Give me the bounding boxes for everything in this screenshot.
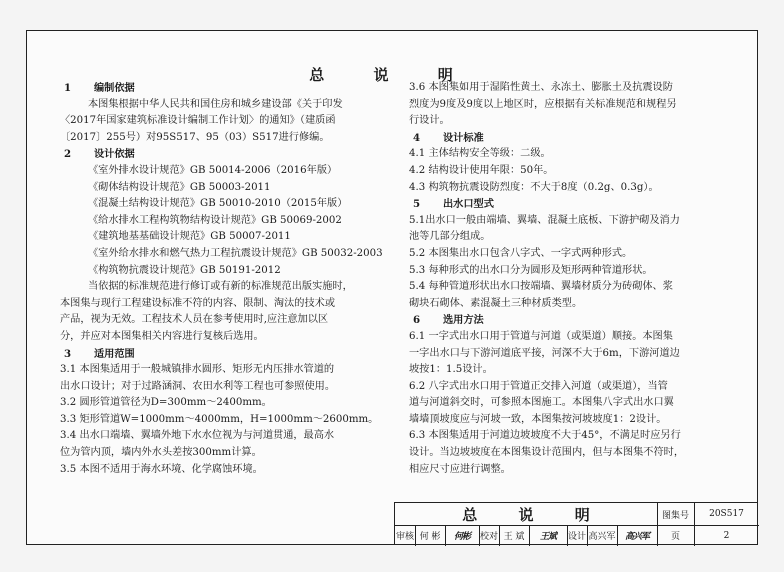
section-title: 设计标准 (443, 131, 484, 144)
section-title: 适用范围 (94, 347, 135, 360)
design-label: 设计 (567, 532, 586, 542)
section-number: 4 (413, 131, 421, 144)
text-line: 6.1 一字式出水口用于管道与河道（或渠道）顺接。本图集 (409, 330, 673, 342)
text-line: 〈2017年国家建筑标准设计编制工作计划〉的通知》（建质函 (60, 115, 336, 127)
text-line: 5.2 本图集出水口包含八字式、一字式两种形式。 (409, 247, 633, 259)
text-line: 坡按1：1.5设计。 (409, 364, 493, 376)
checker-signature: 王斌 (539, 532, 556, 542)
text-line: 分，并应对本图集相关内容进行复核后选用。 (60, 330, 264, 342)
text-line: 烈度为9度及9度以上地区时，应根据有关标准规范和规程另 (409, 98, 677, 110)
text-line: 池等几部分组成。 (409, 231, 491, 243)
text-line: 5.1出水口一般由端墙、翼墙、混凝土底板、下游护砌及消力 (409, 214, 680, 226)
text-line: 3.2 圆形管道管径为D=300mm～2400mm。 (60, 397, 272, 409)
section-number: 1 (64, 82, 72, 94)
left-column (60, 80, 395, 478)
designer-name: 高兴军 (588, 532, 616, 542)
text-line: 3.3 矩形管道W=1000mm～4000mm，H=1000mm～2600mm。 (60, 413, 379, 425)
text-line: 墙墙顶坡度应与河坡一致，本图集按河坡坡度1：2设计。 (409, 413, 667, 425)
text-line: 《混凝土结构设计规范》GB 50010-2010（2015年版） (88, 198, 348, 210)
text-line: 3.6 本图集如用于湿陷性黄土、永冻土、膨胀土及抗震设防 (409, 82, 673, 93)
right-column (409, 80, 743, 478)
text-line: 产品，视为无效。工程技术人员在参考使用时,应注意加以区 (60, 314, 329, 326)
text-line: 6.3 本图集适用于河道边坡坡度不大于45°，不满足时应另行 (409, 430, 681, 442)
text-line: 4.1 主体结构安全等级：二级。 (409, 148, 551, 160)
section-title: 出水口型式 (443, 198, 494, 211)
text-line: 4.2 结构设计使用年限：50年。 (409, 164, 554, 176)
section-number: 3 (64, 347, 72, 360)
reviewer-signature: 何彬 (453, 532, 470, 542)
section-title: 选用方法 (443, 314, 484, 327)
checker-name: 王 斌 (503, 532, 525, 542)
section-heading (60, 80, 395, 97)
page-label: 页 (670, 532, 680, 542)
section-heading (60, 346, 395, 363)
text-line: 《室外给水排水和燃气热力工程抗震设计规范》GB 50032-2003 (88, 247, 383, 259)
section-number: 6 (413, 314, 421, 327)
text-line: 道与河道斜交时，可参照本图施工。本图集八字式出水口翼 (409, 397, 674, 409)
page-number: 2 (723, 530, 730, 541)
section-number: 2 (64, 148, 72, 161)
text-line: 《室外排水设计规范》GB 50014-2006（2016年版） (88, 164, 338, 176)
text-line: 《给水排水工程构筑物结构设计规范》GB 50069-2002 (88, 214, 342, 226)
text-line: 设计。当边坡坡度在本图集设计范围内，但与本图集不符时， (409, 447, 685, 459)
designer-signature: 高兴军 (624, 532, 649, 542)
section-title: 设计依据 (94, 148, 135, 161)
text-line: 行设计。 (409, 115, 450, 127)
section-number: 5 (413, 198, 421, 211)
title-block-name: 总 说 明 (462, 505, 608, 524)
text-line: 出水口设计；对于过路涵洞、农田水利等工程也可参照使用。 (60, 380, 336, 392)
section-title: 编制依据 (94, 82, 135, 94)
text-line: 3.5 本图不适用于海水环境、化学腐蚀环境。 (60, 463, 263, 475)
text-line: 〔2017〕255号）对95S517、95（03）S517进行修编。 (60, 131, 330, 143)
check-label: 校对 (479, 532, 498, 542)
text-line: 《构筑物抗震设计规范》GB 50191-2012 (88, 264, 281, 276)
title-block (394, 502, 758, 545)
text-line: 本图集根据中华人民共和国住房和城乡建设部《关于印发 (88, 98, 343, 110)
section-heading (409, 312, 743, 329)
review-label: 审核 (395, 532, 414, 542)
text-line: 一字出水口与下游河道底平接，河深不大于6m，下游河道边 (409, 347, 680, 359)
text-line: 3.4 出水口端墙、翼墙外地下水水位视为与河道贯通，最高水 (60, 430, 335, 442)
section-heading (409, 130, 743, 147)
section-heading (409, 196, 743, 213)
text-line: 3.1 本图集适用于一般城镇排水圆形、矩形无内压排水管道的 (60, 364, 335, 376)
text-line: 4.3 构筑物抗震设防烈度：不大于8度（0.2g、0.3g）。 (409, 181, 659, 193)
section-heading (60, 146, 395, 163)
atlas-no: 20S517 (709, 509, 744, 519)
text-line: 当依据的标准规范进行修订或有新的标准规范出版实施时， (88, 281, 353, 293)
text-line: 相应尺寸应进行调整。 (409, 463, 511, 475)
text-line: 位为管内顶，墙内外水头差按300mm计算。 (60, 447, 262, 459)
text-line: 《砌体结构设计规范》GB 50003-2011 (88, 181, 271, 193)
text-line: 5.3 每种形式的出水口分为圆形及矩形两种管道形状。 (409, 264, 653, 276)
text-line: 6.2 八字式出水口用于管道正交排入河道（或渠道），当管 (409, 380, 668, 392)
text-line: 5.4 每种管道形状出水口按端墙、翼墙材质分为砖砌体、浆 (409, 281, 673, 293)
atlas-no-label: 图集号 (661, 510, 689, 521)
text-line: 砌块石砌体、素混凝土三种材质类型。 (409, 297, 583, 309)
reviewer-name: 何 彬 (419, 532, 441, 542)
page-title: 总 说 明 (309, 66, 475, 84)
text-line: 《建筑地基基础设计规范》GB 50007-2011 (88, 231, 291, 243)
text-line: 本图集与现行工程建设标准不符的内容、限制、淘汰的技术或 (60, 297, 336, 309)
